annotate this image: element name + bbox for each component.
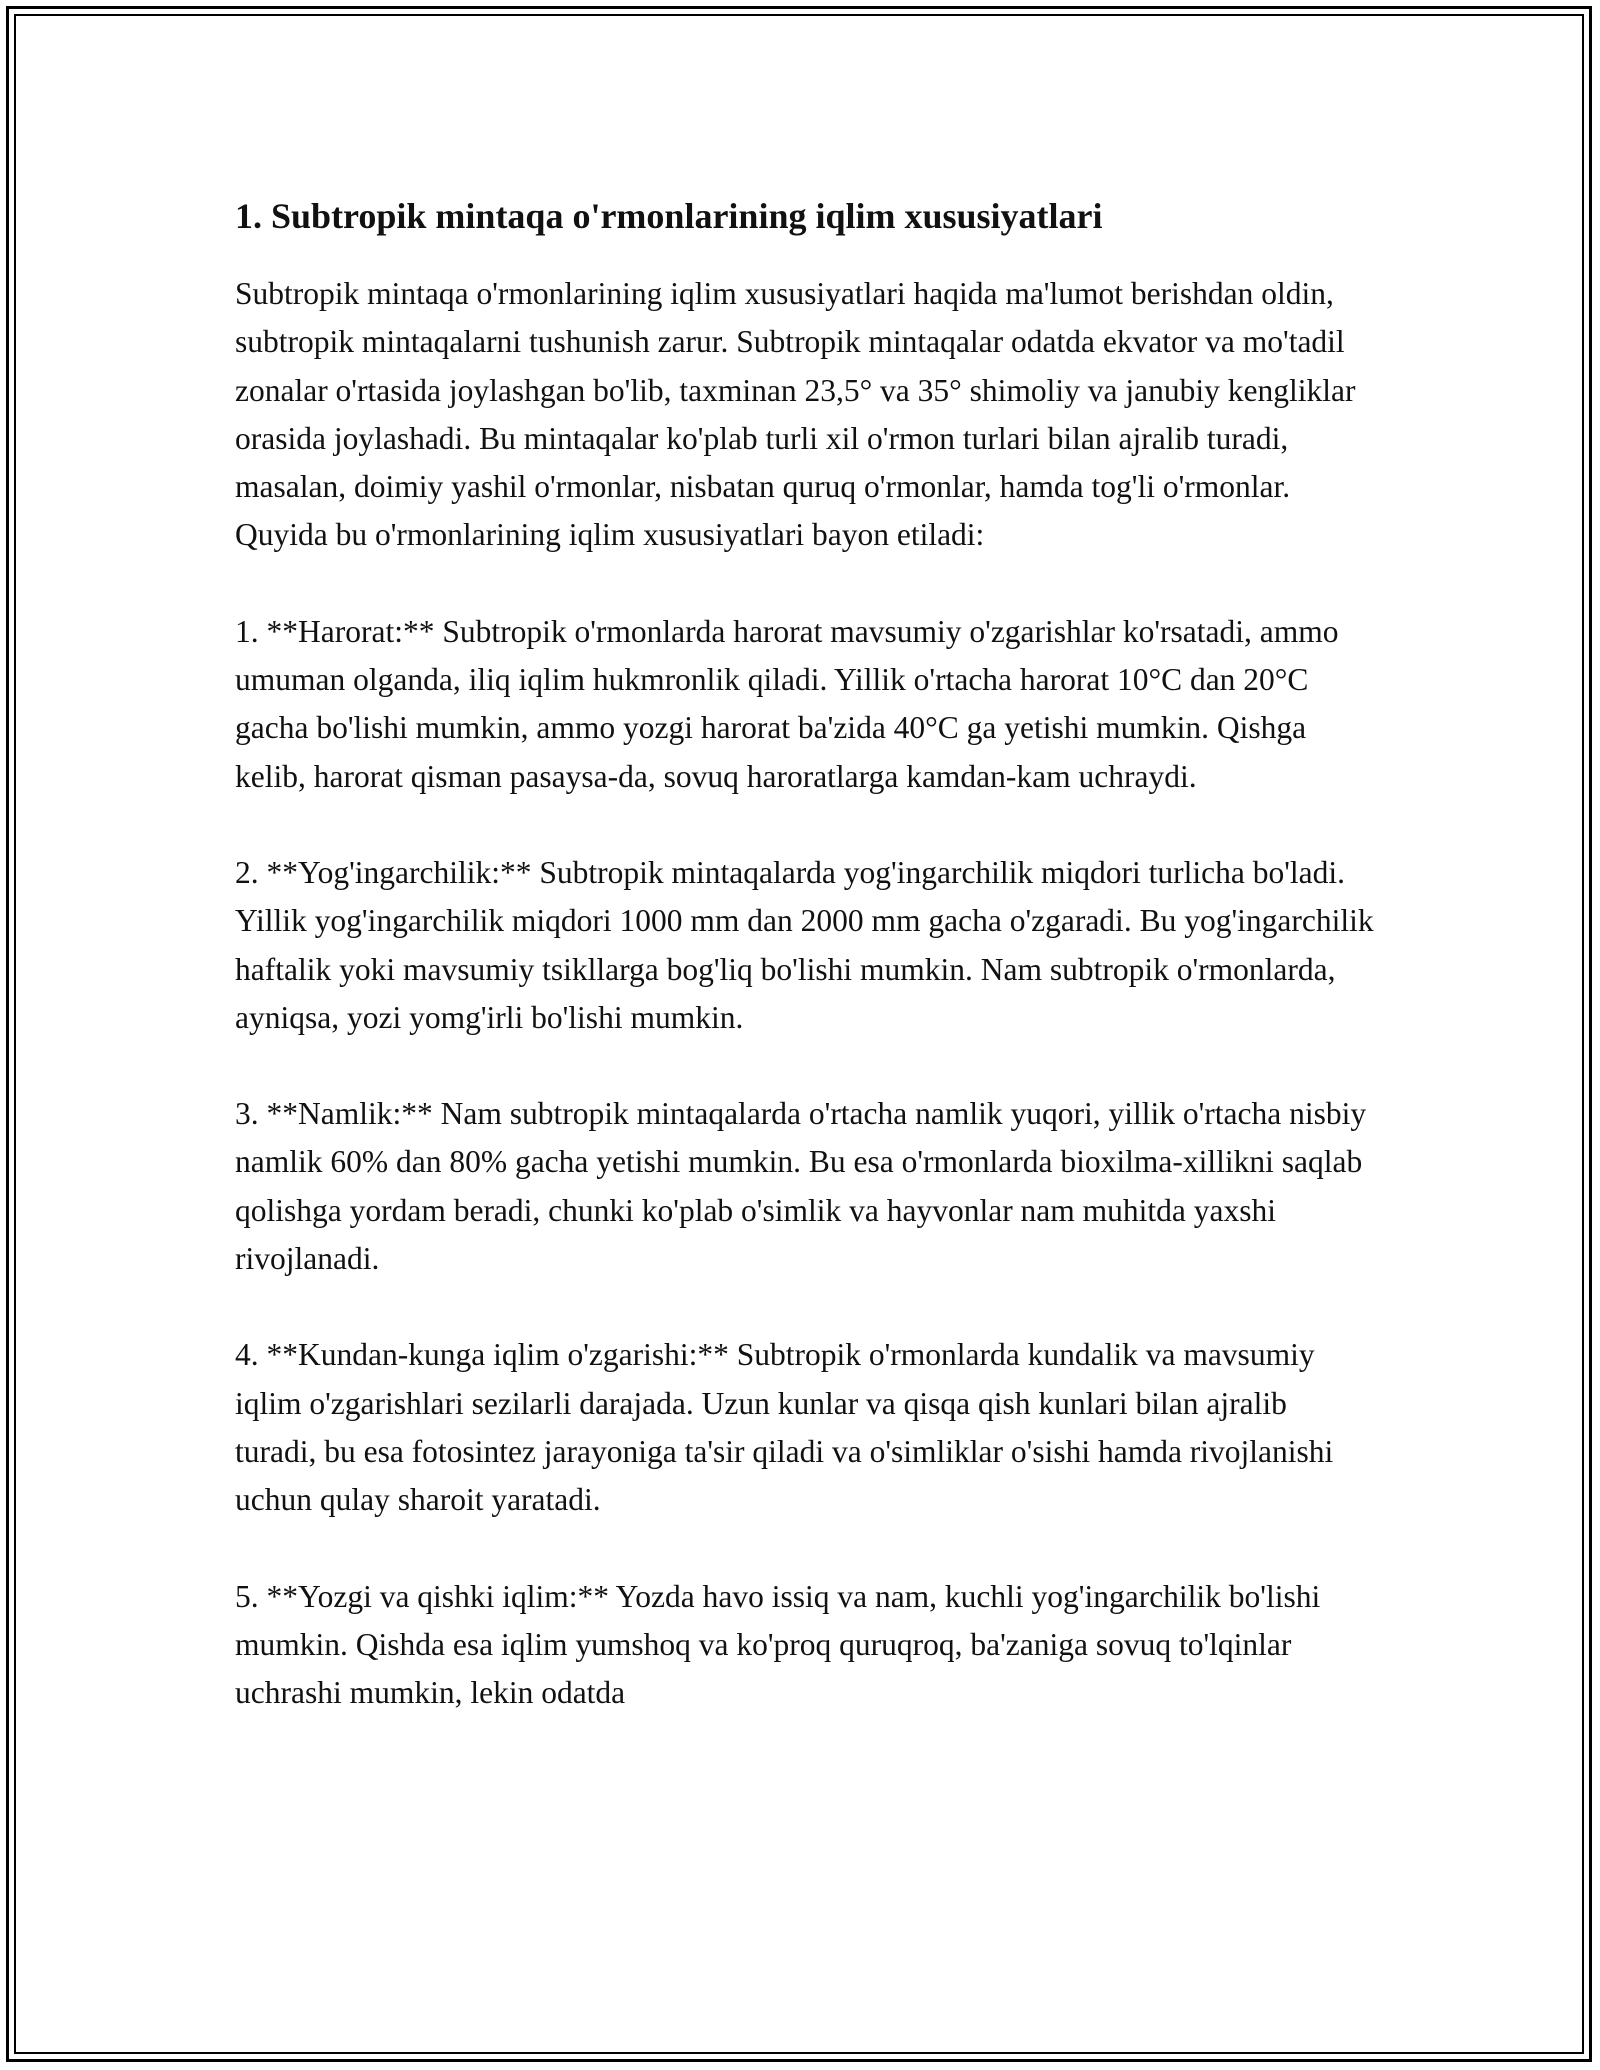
- intro-paragraph: Subtropik mintaqa o'rmonlarining iqlim xususiyatlari haqida ma'lumot berishdan oldin, subtropik mintaqalarni tushunish zarur. Subtropik mintaqalar odatda ekvator va mo'tadil zonalar o'rtasida joylashgan bo'lib, taxminan 23,5° va 35° shimoliy va janubiy kengliklar orasida joylashadi. Bu mintaqalar ko'plab turli xil o'rmon turlari bilan ajralib turadi, masalan, doimiy yashil o'rmonlar, nisbatan quruq o'rmonlar, hamda tog'li o'rmonlar. Quyida bu o'rmonlarining iqlim xususiyatlari bayon etiladi:: [235, 276, 1356, 553]
- paragraph-summer-winter-climate: 5. **Yozgi va qishki iqlim:** Yozda havo issiq va nam, kuchli yog'ingarchilik bo'lishi mumkin. Qishda esa iqlim yumshoq va ko'proq quruqroq, ba'zaniga sovuq to'lqinlar uchrashi mumkin, lekin odatda: [235, 1578, 1321, 1711]
- document-body: [235, 188, 1375, 1765]
- document-title: 1. Subtropik mintaqa o'rmonlarining iqlim xususiyatlari: [235, 196, 1103, 236]
- paragraph-daily-climate-change: 4. **Kundan-kunga iqlim o'zgarishi:** Subtropik o'rmonlarda kundalik va mavsumiy iqlim o'zgarishlari sezilarli darajada. Uzun kunlar va qisqa qish kunlari bilan ajralib turadi, bu esa fotosintez jarayoniga ta'sir qiladi va o'simliklar o'sishi hamda rivojlanishi uchun qulay sharoit yaratadi.: [235, 1337, 1334, 1518]
- paragraph-temperature: 1. **Harorat:** Subtropik o'rmonlarda harorat mavsumiy o'zgarishlar ko'rsatadi, ammo umuman olganda, iliq iqlim hukmronlik qiladi. Yillik o'rtacha harorat 10°C dan 20°C gacha bo'lishi mumkin, ammo yozgi harorat ba'zida 40°C ga yetishi mumkin. Qishga kelib, harorat qisman pasaysa-da, sovuq haroratlarga kamdan-kam uchraydi.: [235, 613, 1339, 794]
- paragraph-humidity: 3. **Namlik:** Nam subtropik mintaqalarda o'rtacha namlik yuqori, yillik o'rtacha nisbiy namlik 60% dan 80% gacha yetishi mumkin. Bu esa o'rmonlarda bioxilma-xillikni saqlab qolishga yordam beradi, chunki ko'plab o'simlik va hayvonlar nam muhitda yaxshi rivojlanadi.: [235, 1096, 1367, 1277]
- paragraph-precipitation: 2. **Yog'ingarchilik:** Subtropik mintaqalarda yog'ingarchilik miqdori turlicha bo'ladi. Yillik yog'ingarchilik miqdori 1000 mm dan 2000 mm gacha o'zgaradi. Bu yog'ingarchilik haftalik yoki mavsumiy tsikllarga bog'liq bo'lishi mumkin. Nam subtropik o'rmonlarda, ayniqsa, yozi yomg'irli bo'lishi mumkin.: [235, 854, 1374, 1035]
